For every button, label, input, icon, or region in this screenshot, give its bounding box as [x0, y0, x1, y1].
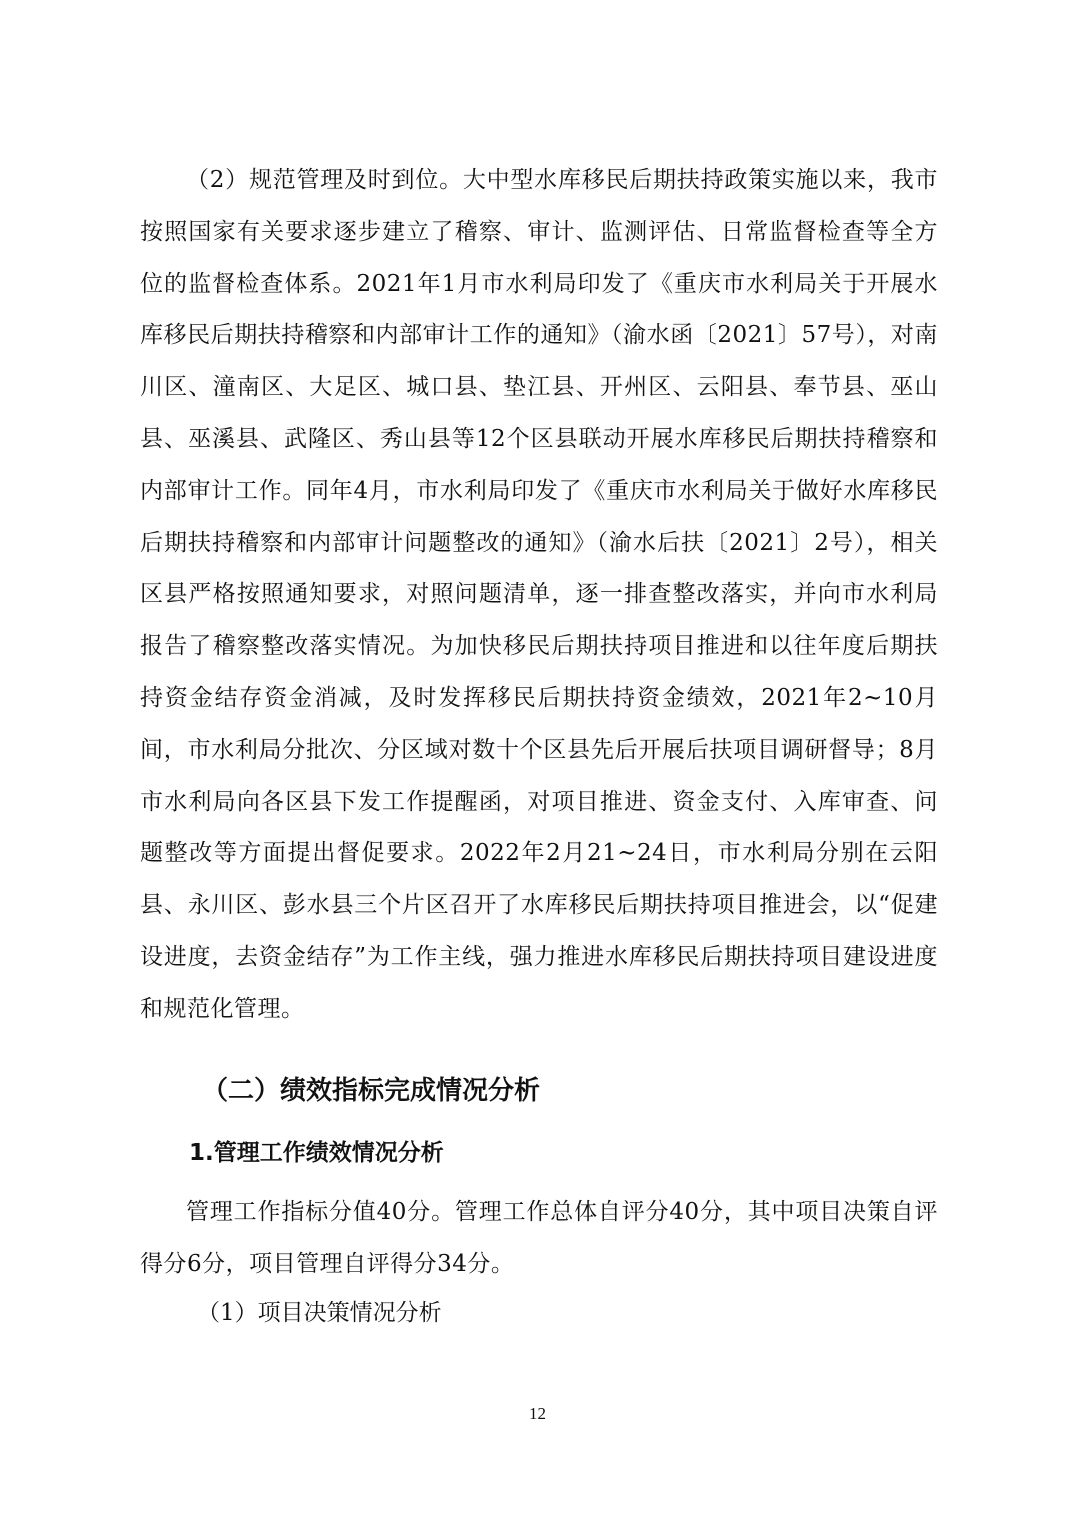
subsection-heading: 1.管理工作绩效情况分析: [189, 1140, 444, 1166]
paragraph-management-regulation: （2）规范管理及时到位。大中型水库移民后期扶持政策实施以来，我市按照国家有关要求逐步建立了稽察、审计、监测评估、日常监督检查等全方位的监督检查体系。2021年1月市水利局印发了《重庆市水利局关于开展水库移民后期扶持稽察和内部审计工作的通知》（渝水函〔2021〕57号），对南川区、潼南区、大足区、城口县、垫江县、开州区、云阳县、奉节县、巫山县、巫溪县、武隆区、秀山县等12个区县联动开展水库移民后期扶持稽察和内部审计工作。同年4月，市水利局印发了《重庆市水利局关于做好水库移民后期扶持稽察和内部审计问题整改的通知》（渝水后扶〔2021〕2号），相关区县严格按照通知要求，对照问题清单，逐一排查整改落实，并向市水利局报告了稽察整改落实情况。为加快移民后期扶持项目推进和以往年度后期扶持资金结存资金消减，及时发挥移民后期扶持资金绩效，2021年2~10月间，市水利局分批次、分区域对数十个区县先后开展后扶项目调研督导；8月市水利局向各区县下发工作提醒函，对项目推进、资金支付、入库审查、问题整改等方面提出督促要求。2022年2月21~24日，市水利局分别在云阳县、永川区、彭水县三个片区召开了水库移民后期扶持项目推进会，以“促建设进度，去资金结存”为工作主线，强力推进水库移民后期扶持项目建设进度和规范化管理。: [140, 167, 938, 1022]
page-number: 12: [529, 1404, 546, 1423]
section-heading: （二）绩效指标完成情况分析: [202, 1076, 541, 1106]
paragraph-score-summary: 管理工作指标分值40分。管理工作总体自评分40分，其中项目决策自评得分6分，项目管理自评得分34分。: [140, 1199, 938, 1277]
score-text-block: [140, 1187, 938, 1291]
item-heading: （1）项目决策情况分析: [197, 1300, 442, 1326]
body-text-block: [140, 155, 938, 1036]
